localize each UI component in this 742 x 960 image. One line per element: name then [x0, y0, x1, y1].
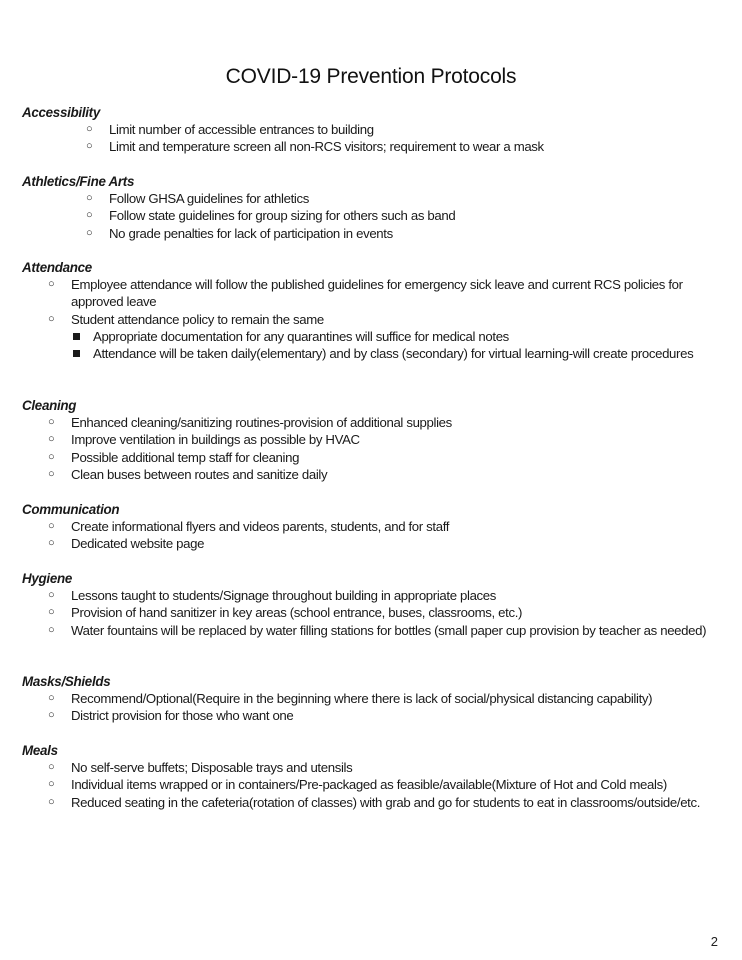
section-heading: Communication — [22, 502, 120, 517]
sub-list-item: Attendance will be taken daily(elementary) and by class (secondary) for virtual learning-will create procedures — [22, 345, 722, 362]
sub-list-item: Appropriate documentation for any quarantines will suffice for medical notes — [22, 328, 722, 345]
list-item: ○ No self-serve buffets; Disposable trays and utensils — [48, 760, 353, 775]
list-item: ○ Provision of hand sanitizer in key areas (school entrance, buses, classrooms, etc.) — [48, 605, 523, 621]
hollow-bullet-icon: ○ — [48, 778, 55, 791]
bullet-list — [22, 587, 722, 639]
list-item: ○ Create informational flyers and videos parents, students, and for staff — [48, 519, 450, 534]
list-item: ○ Possible additional temp staff for cleaning — [48, 449, 300, 465]
section-heading: Cleaning — [22, 398, 77, 413]
hollow-bullet-icon: ○ — [86, 192, 93, 204]
list-item: ○ Follow GHSA guidelines for athletics — [86, 191, 309, 206]
section-heading: Meals — [22, 743, 58, 758]
hollow-bullet-icon: ○ — [48, 589, 55, 601]
hollow-bullet-icon: ○ — [48, 278, 55, 290]
list-item: ○ Enhanced cleaning/sanitizing routines-provision of additional supplies — [48, 415, 452, 430]
bullet-list — [22, 518, 722, 553]
list-item: ○ Clean buses between routes and sanitize daily — [48, 466, 328, 482]
sub-bullet-list — [22, 328, 722, 363]
bullet-list — [22, 276, 722, 328]
list-item: ○ Dedicated website page — [48, 536, 205, 552]
hollow-bullet-icon: ○ — [48, 761, 55, 773]
section-masks-shields — [22, 673, 722, 725]
section-heading: Masks/Shields — [22, 674, 111, 689]
hollow-bullet-icon: ○ — [86, 209, 93, 222]
hollow-bullet-icon: ○ — [86, 140, 93, 153]
bullet-list — [22, 121, 722, 156]
section-cleaning — [22, 397, 722, 483]
bullet-list — [22, 190, 722, 242]
hollow-bullet-icon: ○ — [48, 795, 55, 808]
list-item: ○ Reduced seating in the cafeteria(rotation of classes) with grab and go for students to eat in classrooms/outside/etc. — [48, 794, 701, 810]
hollow-bullet-icon: ○ — [48, 520, 55, 532]
page-number: 2 — [710, 934, 718, 949]
hollow-bullet-icon: ○ — [48, 692, 55, 704]
section-attendance — [22, 259, 722, 362]
bullet-list — [22, 690, 722, 725]
list-item: ○ Limit and temperature screen all non-RCS visitors; requirement to wear a mask — [86, 139, 544, 155]
hollow-bullet-icon: ○ — [48, 467, 55, 480]
section-communication — [22, 501, 722, 553]
list-item: ○ Follow state guidelines for group sizing for others such as band — [86, 208, 456, 224]
square-bullet-icon — [73, 333, 80, 340]
section-heading: Athletics/Fine Arts — [22, 174, 135, 189]
hollow-bullet-icon: ○ — [48, 312, 55, 325]
hollow-bullet-icon: ○ — [48, 623, 55, 636]
bullet-list — [22, 414, 722, 483]
section-accessibility — [22, 104, 722, 156]
hollow-bullet-icon: ○ — [86, 123, 93, 135]
section-heading: Attendance — [22, 260, 92, 275]
list-item: ○ Limit number of accessible entrances to building — [86, 122, 374, 137]
list-item: ○ Student attendance policy to remain the same — [48, 311, 324, 327]
list-item: ○ District provision for those who want one — [48, 708, 294, 724]
list-item: ○ Water fountains will be replaced by water filling stations for bottles (small paper cup provision by teacher as needed) — [48, 622, 707, 638]
hollow-bullet-icon: ○ — [48, 606, 55, 619]
section-athletics-fine-arts — [22, 173, 722, 242]
square-bullet-icon — [73, 350, 80, 357]
hollow-bullet-icon: ○ — [48, 709, 55, 722]
list-item: ○ Recommend/Optional(Require in the beginning where there is lack of social/physical distancing capability) — [48, 691, 653, 706]
section-heading: Hygiene — [22, 571, 72, 586]
hollow-bullet-icon: ○ — [86, 226, 93, 239]
section-hygiene — [22, 570, 722, 639]
bullet-list — [22, 759, 722, 811]
page-title: COVID-19 Prevention Protocols — [225, 65, 517, 89]
list-item: ○ Individual items wrapped or in containers/Pre-packaged as feasible/available(Mixture of Hot and Cold meals) — [48, 777, 667, 793]
list-item: ○ Lessons taught to students/Signage throughout building in appropriate places — [48, 588, 497, 603]
section-meals — [22, 742, 722, 811]
hollow-bullet-icon: ○ — [48, 433, 55, 446]
section-heading: Accessibility — [22, 105, 100, 120]
list-item: ○ Improve ventilation in buildings as possible by HVAC — [48, 432, 360, 448]
hollow-bullet-icon: ○ — [48, 450, 55, 463]
list-item: ○ Employee attendance will follow the published guidelines for emergency sick leave and current RCS policies for approved leave — [48, 277, 683, 310]
hollow-bullet-icon: ○ — [48, 416, 55, 428]
hollow-bullet-icon: ○ — [48, 537, 55, 550]
list-item: ○ No grade penalties for lack of participation in events — [86, 225, 393, 241]
